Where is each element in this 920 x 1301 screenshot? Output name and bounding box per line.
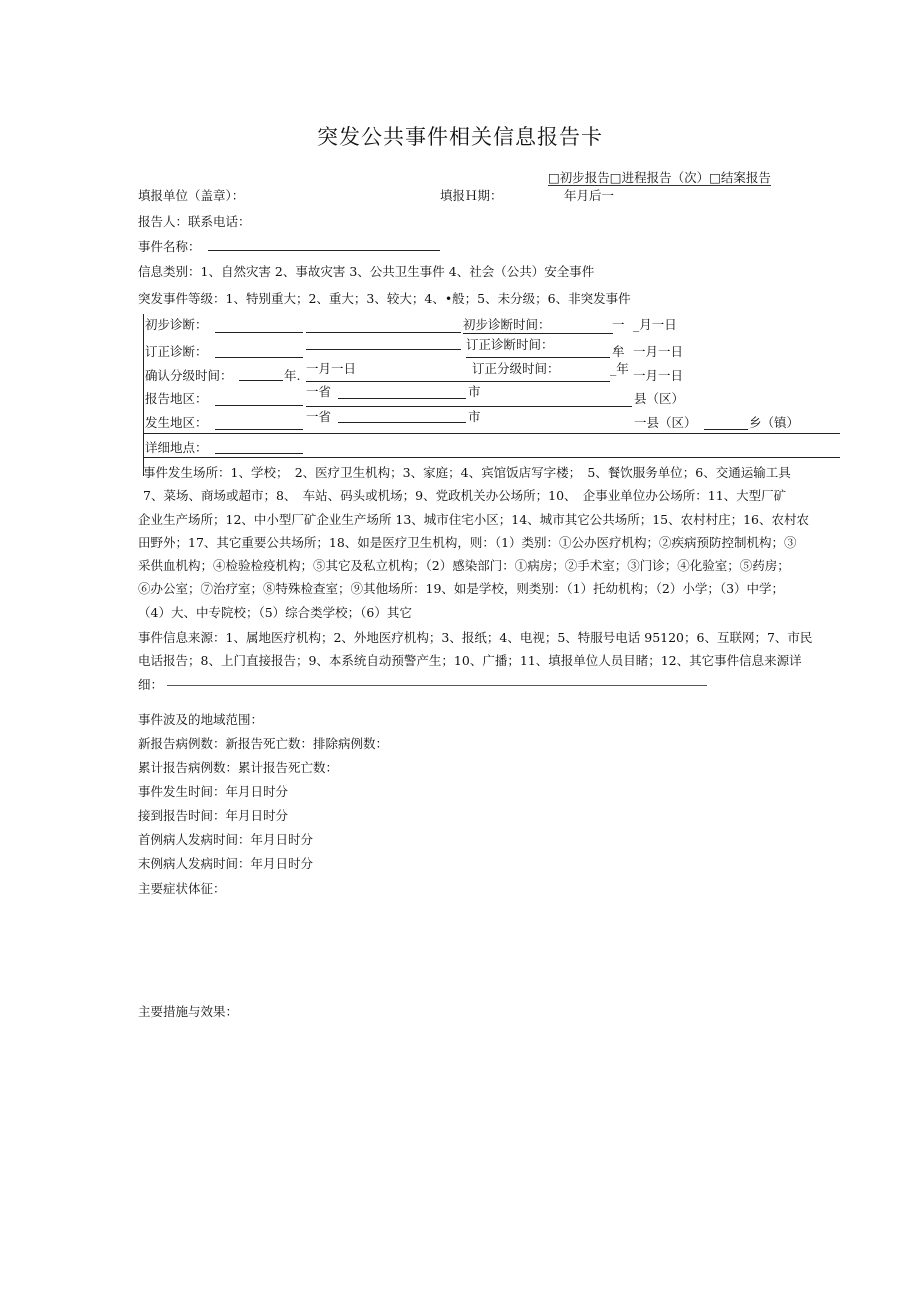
confirm-level-month-day: 一月一日 xyxy=(306,361,357,376)
event-name-label: 事件名称： xyxy=(138,239,201,254)
report-region-label: 报告地区： xyxy=(145,391,208,406)
confirm-level-year-line[interactable] xyxy=(239,380,283,381)
occurrence-region-line[interactable] xyxy=(215,429,303,430)
revised-diagnosis-time-label: 订正诊断时间： xyxy=(466,337,554,352)
main-measures-label: 主要措施与效果： xyxy=(138,1004,239,1019)
table-left-border xyxy=(143,314,144,476)
report-province: 一省 xyxy=(306,384,332,399)
occurrence-county: 一县（区） xyxy=(634,415,697,430)
cumulative-cases-label: 累计报告病例数：累计报告死亡数： xyxy=(138,760,339,775)
occurrence-province: 一省 xyxy=(306,409,332,424)
initial-diagnosis-time-line[interactable] xyxy=(463,333,613,334)
report-date-label: 填报Ｈ期： xyxy=(440,188,503,203)
place-line: ⑥办公室；⑦治疗室；⑧特殊检查室；⑨其他场所：19、如是学校，则类别：（1）托幼机构；（2）小学；（3）中学； xyxy=(138,581,785,597)
reporter-label: 报告人：联系电话： xyxy=(138,214,251,229)
info-source-options xyxy=(138,626,858,696)
report-region-line[interactable] xyxy=(215,405,303,406)
revised-level-year: _年 xyxy=(610,361,629,376)
revised-diagnosis-time-line[interactable] xyxy=(466,357,610,358)
report-city: 市 xyxy=(468,384,481,399)
last-case-onset-label: 末例病人发病时间：年月日时分 xyxy=(138,856,314,871)
page-title: 突发公共事件相关信息报告卡 xyxy=(317,125,603,149)
event-level: 突发事件等级：1、特别重大；2、重大；3、较大；4、•般；5、未分级；6、非突发事件 xyxy=(138,291,631,306)
new-cases-label: 新报告病例数：新报告死亡数：排除病例数： xyxy=(138,736,389,751)
reporting-unit-label: 填报单位（盖章）： xyxy=(138,188,245,203)
report-city-line[interactable] xyxy=(306,406,632,407)
row6-bottom-border xyxy=(143,457,840,458)
initial-diagnosis-label: 初步诊断： xyxy=(145,317,208,332)
report-type-options[interactable]: □初步报告□进程报告（次）□结案报告 xyxy=(548,170,771,185)
initial-month-day: _月一日 xyxy=(633,317,677,332)
event-place-options xyxy=(138,461,858,624)
detailed-location-label: 详细地点： xyxy=(145,440,208,455)
revised-level-month-day: 一月一日 xyxy=(633,368,684,383)
revised-diagnosis-line[interactable] xyxy=(215,357,303,358)
report-province-line[interactable] xyxy=(338,398,466,399)
source-line: 事件信息来源：1、属地医疗机构；2、外地医疗机构；3、报纸；4、电视；5、特服号电话 95120；6、互联网；7、市民 xyxy=(138,630,813,645)
main-symptoms-label: 主要症状体征： xyxy=(138,881,226,896)
occurrence-county-line[interactable] xyxy=(704,429,748,430)
report-county: 县（区） xyxy=(634,391,685,406)
place-line: （4）大、中专院校；（5）综合类学校；（6）其它 xyxy=(138,604,412,620)
report-date-value: 年月后一 xyxy=(564,188,615,203)
occurrence-province-line[interactable] xyxy=(338,422,466,423)
initial-year: 一 xyxy=(612,317,625,332)
revised-level-time-label: 订正分级时间： xyxy=(472,361,560,376)
detailed-location-line[interactable] xyxy=(215,453,303,454)
event-time-label: 事件发生时间：年月日时分 xyxy=(138,784,289,799)
place-line: 企业生产场所；12、中小型厂矿企业生产场所 13、城市住宅小区；14、城市其它公共场所；15、农村村庄；16、农村农 xyxy=(138,511,810,527)
initial-diagnosis-time-label: 初步诊断时间： xyxy=(463,317,551,332)
confirm-level-time-label: 确认分级时间： xyxy=(145,368,233,383)
event-name-line[interactable] xyxy=(208,250,440,251)
place-line: 采供血机构；④检验检疫机构；⑤其它及私立机构；（2）感染部门：①病房；②手术室；③门诊；④化验室；⑤药房； xyxy=(138,558,790,574)
first-case-onset-label: 首例病人发病时间：年月日时分 xyxy=(138,832,314,847)
info-category: 信息类别：1、自然灾害 2、事故灾害 3、公共卫生事件 4、社会（公共）安全事件 xyxy=(138,264,595,279)
level-time-line[interactable] xyxy=(306,381,610,382)
affected-area-label: 事件波及的地域范围： xyxy=(138,712,264,727)
occurrence-city: 市 xyxy=(468,409,481,424)
revised-diagnosis-label: 订正诊断： xyxy=(145,344,208,359)
row5-bottom-border xyxy=(143,433,840,434)
revised-month-day: 一月一日 xyxy=(633,344,684,359)
initial-diagnosis-line-2[interactable] xyxy=(306,332,461,333)
occurrence-town: 乡（镇） xyxy=(749,415,800,430)
place-line: 事件发生场所：1、学校； 2、医疗卫生机构；3、家庭；4、宾馆饭店写字楼； 5、餐饮服务单位；6、交通运输工具 xyxy=(143,465,791,480)
source-detail-line[interactable] xyxy=(167,684,707,686)
revised-year: 牟 xyxy=(612,344,625,359)
source-detail-label: 细： xyxy=(138,676,164,692)
occurrence-region-label: 发生地区： xyxy=(145,415,208,430)
place-line: 田野外；17、其它重要公共场所；18、如是医疗卫生机构，则：（1）类别：①公办医疗机构；②疾病预防控制机构；③ xyxy=(138,534,797,550)
initial-diagnosis-line[interactable] xyxy=(215,332,303,333)
source-detail xyxy=(138,673,858,696)
report-received-time-label: 接到报告时间：年月日时分 xyxy=(138,808,289,823)
confirm-level-year: 年. xyxy=(284,368,301,383)
revised-diagnosis-line-2[interactable] xyxy=(306,349,461,350)
source-line: 电话报告；8、上门直接报告；9、本系统自动预警产生；10、广播；11、填报单位人员目睹；12、其它事件信息来源详 xyxy=(138,653,802,669)
place-line: 7、菜场、商场或超市；8、 车站、码头或机场；9、党政机关办公场所；10、 企事业单位办公场所：11、大型厂矿 xyxy=(143,488,787,504)
